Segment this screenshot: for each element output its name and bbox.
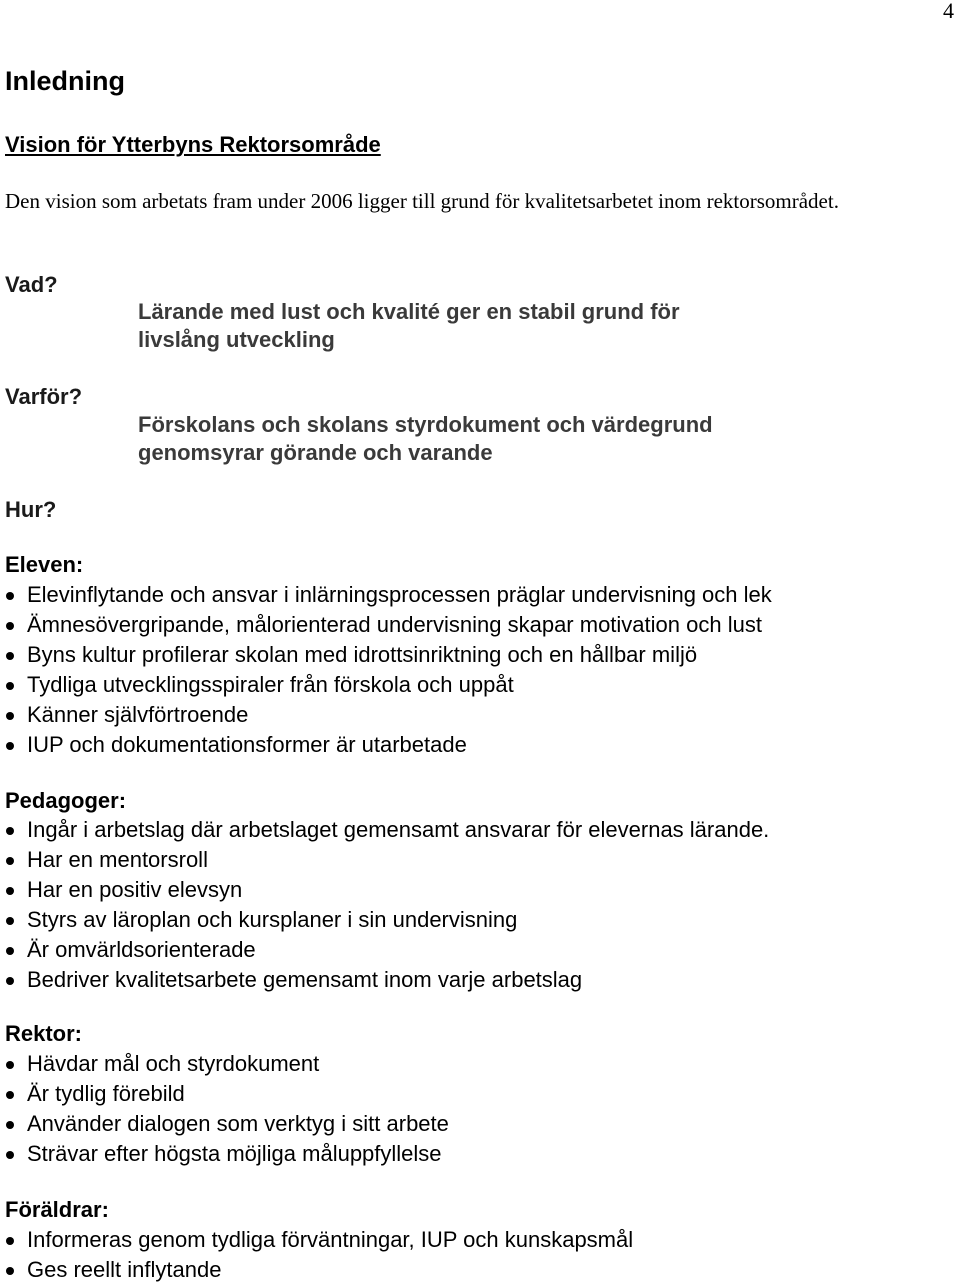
- vad-text-line1: Lärande med lust och kvalité ger en stabil grund för: [138, 299, 680, 324]
- bullet-icon: [6, 977, 14, 985]
- list-item: Bedriver kvalitetsarbete gemensamt inom varje arbetslag: [0, 965, 769, 995]
- section-title-rektor: Rektor:: [5, 1021, 83, 1046]
- intro-paragraph: Den vision som arbetats fram under 2006 ligger till grund för kvalitetsarbetet inom rektorsområdet.: [5, 189, 839, 213]
- bullet-icon: [6, 1151, 14, 1159]
- hur-label: Hur?: [5, 497, 57, 522]
- bullet-icon: [6, 947, 14, 955]
- varfor-text: [138, 411, 713, 467]
- bullet-icon: [6, 1061, 14, 1069]
- list-item: Är omvärldsorienterade: [0, 935, 769, 965]
- bullet-icon: [6, 827, 14, 835]
- bullet-icon: [6, 652, 14, 660]
- list-item: Ämnesövergripande, målorienterad undervisning skapar motivation och lust: [0, 610, 772, 640]
- varfor-text-line2: genomsyrar görande och varande: [138, 440, 493, 465]
- list-item: IUP och dokumentationsformer är utarbetade: [0, 730, 772, 760]
- vad-label: Vad?: [5, 272, 58, 297]
- varfor-label: Varför?: [5, 384, 83, 409]
- list-item: Känner självförtroende: [0, 700, 772, 730]
- bullet-icon: [6, 857, 14, 865]
- list-item: Hävdar mål och styrdokument: [0, 1049, 449, 1079]
- section-title-pedagoger: Pedagoger:: [5, 788, 127, 813]
- foraldrar-list: [0, 1225, 633, 1285]
- list-item: Använder dialogen som verktyg i sitt arbete: [0, 1109, 449, 1139]
- list-item: Ges reellt inflytande: [0, 1255, 633, 1285]
- bullet-icon: [6, 592, 14, 600]
- bullet-icon: [6, 682, 14, 690]
- list-item: Elevinflytande och ansvar i inlärningsprocessen präglar undervisning och lek: [0, 580, 772, 610]
- bullet-icon: [6, 1121, 14, 1129]
- rektor-list: [0, 1049, 449, 1169]
- vision-title: Vision för Ytterbyns Rektorsområde: [5, 132, 381, 157]
- list-item: Har en mentorsroll: [0, 845, 769, 875]
- section-title-eleven: Eleven:: [5, 552, 84, 577]
- pedagoger-list: [0, 815, 769, 995]
- bullet-icon: [6, 1091, 14, 1099]
- list-item: Strävar efter högsta möjliga måluppfyllelse: [0, 1139, 449, 1169]
- bullet-icon: [6, 887, 14, 895]
- page-title: Inledning: [5, 66, 125, 96]
- varfor-text-line1: Förskolans och skolans styrdokument och värdegrund: [138, 412, 713, 437]
- bullet-icon: [6, 917, 14, 925]
- bullet-icon: [6, 712, 14, 720]
- page-number: 4: [943, 0, 954, 23]
- list-item: Har en positiv elevsyn: [0, 875, 769, 905]
- section-title-foraldrar: Föräldrar:: [5, 1197, 109, 1222]
- vad-text-line2: livslång utveckling: [138, 327, 335, 352]
- list-item: Är tydlig förebild: [0, 1079, 449, 1109]
- list-item: Ingår i arbetslag där arbetslaget gemensamt ansvarar för elevernas lärande.: [0, 815, 769, 845]
- bullet-icon: [6, 622, 14, 630]
- list-item: Byns kultur profilerar skolan med idrottsinriktning och en hållbar miljö: [0, 640, 772, 670]
- list-item: Styrs av läroplan och kursplaner i sin undervisning: [0, 905, 769, 935]
- bullet-icon: [6, 1237, 14, 1245]
- bullet-icon: [6, 1267, 14, 1275]
- eleven-list: [0, 580, 772, 760]
- list-item: Informeras genom tydliga förväntningar, IUP och kunskapsmål: [0, 1225, 633, 1255]
- bullet-icon: [6, 742, 14, 750]
- list-item: Tydliga utvecklingsspiraler från förskola och uppåt: [0, 670, 772, 700]
- vad-text: [138, 298, 680, 354]
